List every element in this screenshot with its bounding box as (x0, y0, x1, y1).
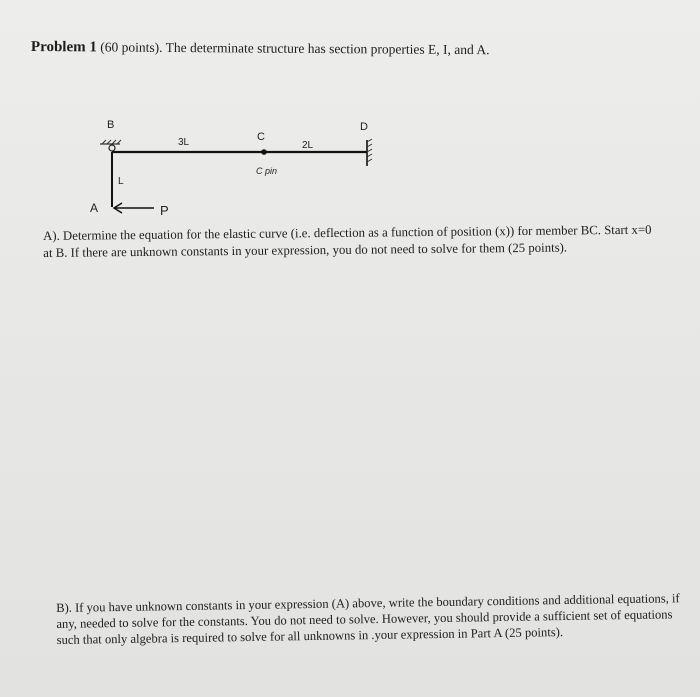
problem-title (31, 38, 671, 60)
label-height-ab: L (118, 176, 124, 187)
part-b-text: B). If you have unknown constants in your expression (A) above, write the boundary conditions and additional equations, if any, needed to solve for the constants. You do not need to solve. However, you should provide a sufficient set of equations such that only algebra is required to solve for all unknowns in .your expression in Part A (25 points). (56, 591, 680, 647)
load-arrow-p (114, 203, 154, 213)
part-b-question (56, 590, 685, 648)
support-d (367, 139, 372, 166)
label-c: C (257, 131, 265, 143)
label-p: P (160, 203, 169, 218)
problem-points: (60 points). (100, 39, 163, 55)
part-a-text: A). Determine the equation for the elastic curve (i.e. deflection as a function of position (x)) for member BC. Start x=0 at B. If there are unknown constants in your expression, you do not need to solve for them (25 points). (43, 222, 652, 260)
label-b: B (107, 119, 115, 131)
support-b (100, 140, 121, 151)
label-span-bc: 3L (178, 137, 190, 148)
problem-statement: The determinate structure has section properties E, I, and A. (165, 39, 490, 58)
label-d: D (360, 121, 368, 133)
label-pin-note: C pin (256, 166, 278, 176)
part-a-question (43, 222, 658, 262)
pin-c (261, 149, 267, 155)
problem-heading: Problem 1 (30, 38, 97, 56)
structure-diagram (80, 112, 400, 222)
label-a: A (90, 201, 99, 215)
label-span-cd: 2L (302, 140, 314, 151)
